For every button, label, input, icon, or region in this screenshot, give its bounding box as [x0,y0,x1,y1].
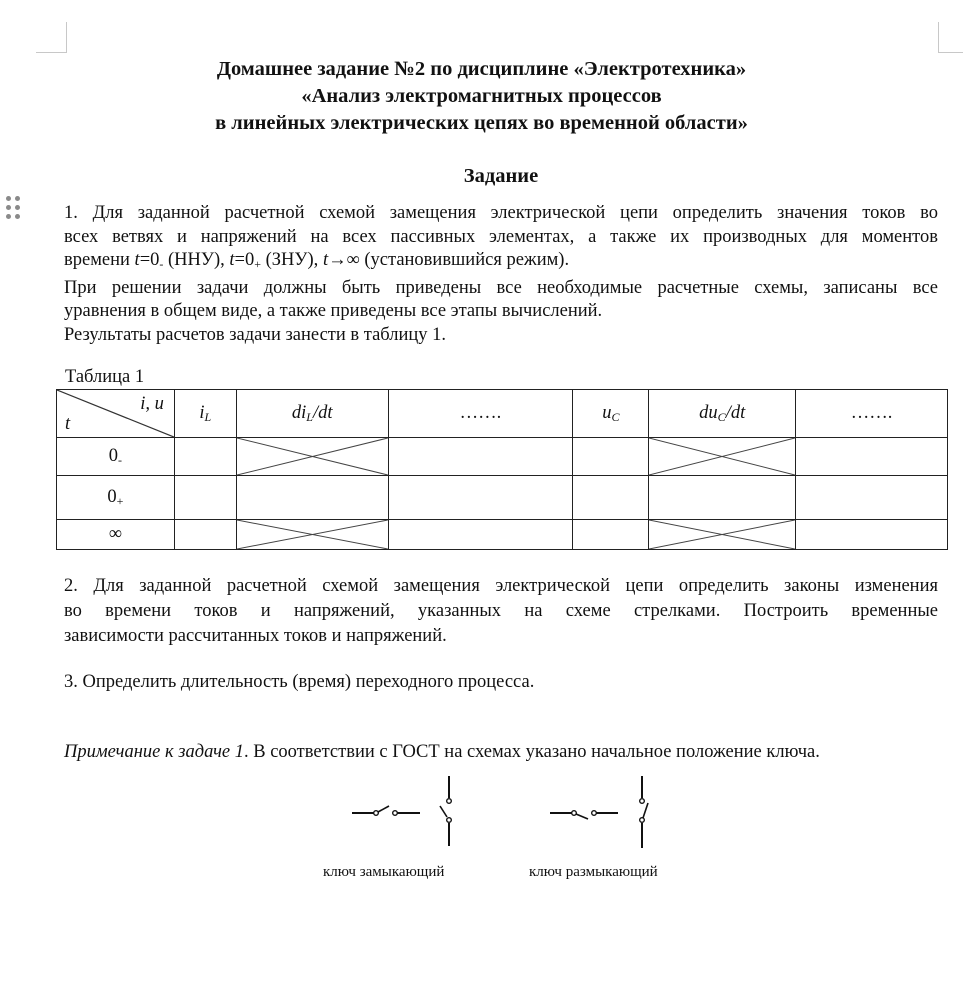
table-cell[interactable] [796,476,948,520]
table-row [57,438,948,476]
header-main: du [699,402,718,423]
note-label: Примечание к задаче 1 [64,742,244,762]
subscript-minus: - [159,257,164,271]
page-margin-corner-top-right [938,22,963,53]
row-label-sub: + [116,493,124,508]
text-fragment: (ННУ), [163,250,230,270]
table-cell[interactable] [174,438,236,476]
drag-handle-icon[interactable] [6,196,22,224]
task-1-paragraph [64,202,938,347]
crossed-cell [649,438,796,476]
crossed-cell [649,520,796,550]
header-sub: C [611,409,620,424]
cross-mark [237,520,388,549]
time-variable: t [322,250,329,270]
task-2-line-3: зависимости рассчитанных токов и напряжений. [64,626,447,646]
title-line-1: Домашнее задание №2 по дисциплине «Электротехника» [216,58,747,80]
table-row [57,476,948,520]
table-cell[interactable] [388,520,573,550]
header-sub: L [306,409,313,424]
table-cell[interactable] [236,476,388,520]
header-uC [573,390,649,438]
task-2-line-2: во времени токов и напряжений, указанных на схеме стрелками. Построить временные [64,601,938,621]
opening-switch-label: ключ размыкающий [529,864,658,880]
task-1-line-6: Результаты расчетов задачи занести в таблицу 1. [64,324,447,345]
table-cell[interactable] [796,438,948,476]
table-cell[interactable] [649,476,796,520]
table-header-row [57,390,948,438]
subscript-plus: + [254,257,261,271]
header-ellipsis-1: ……. [388,390,573,438]
table-cell[interactable] [573,520,649,550]
cross-mark [649,520,795,549]
task-2-line-1: 2. Для заданной расчетной схемой замещения электрической цепи определить законы изменения [64,576,938,596]
table-cell[interactable] [573,438,649,476]
corner-label-iu: i, u [140,394,164,414]
task-3-line: 3. Определить длительность (время) переходного процесса. [64,672,535,692]
table-row [57,520,948,550]
table-cell[interactable] [573,476,649,520]
time-variable: t [229,250,235,270]
header-iL [174,390,236,438]
row-label: 0 [108,445,119,466]
cross-mark [237,438,388,475]
header-sub: L [204,409,212,424]
crossed-cell [236,520,388,550]
cross-mark [649,438,795,475]
row-label: 0 [107,486,117,507]
task-3-paragraph [64,671,938,695]
row-label-infinity: ∞ [57,520,175,550]
title-line-3: в линейных электрических цепях во временной области» [215,112,748,134]
header-ellipsis-2: ……. [796,390,948,438]
row-label-sub: - [118,452,123,467]
task-2-paragraph [64,574,938,649]
text-fragment: =0 [139,250,160,270]
closing-switch-icon [350,776,470,852]
page-margin-corner-top-left [36,22,67,53]
row-label-0-plus [57,476,175,520]
note-text: . В соответствии с ГОСТ на схемах указано начальное положение ключа. [244,742,820,762]
results-table [56,389,948,550]
header-tail: /dt [725,402,746,423]
header-duC-dt [649,390,796,438]
table-cell[interactable] [388,476,573,520]
opening-switch-icon [548,776,668,852]
crossed-cell [236,438,388,476]
table-caption: Таблица 1 [65,367,145,387]
task-1-line-3 [64,249,938,277]
table-cell[interactable] [388,438,573,476]
header-sub: C [717,409,726,424]
text-fragment: →∞ (установившийся режим). [328,250,570,270]
task-1-line-4: При решении задачи должны быть приведены все необходимые расчетные схемы, записаны все [64,277,938,298]
task-1-line-2: всех ветвях и напряжений на всех пассивных элементах, а также их производных для моментов [64,226,938,247]
header-main: di [291,402,307,423]
corner-header-cell [57,390,175,438]
time-variable: t [134,250,140,270]
text-fragment: времени [64,250,135,270]
corner-label-t: t [65,414,71,434]
header-main: i [199,402,205,423]
table-cell[interactable] [174,520,236,550]
task-1-line-5: уравнения в общем виде, а также приведены все этапы вычислений. [64,301,603,321]
header-main: u [602,402,612,423]
note-paragraph [64,742,820,763]
document-title [0,56,963,137]
text-fragment: =0 [234,250,255,270]
table-cell[interactable] [796,520,948,550]
text-fragment: (ЗНУ), [261,250,323,270]
task-1-line-1: 1. Для заданной расчетной схемой замещения электрической цепи определить значения токов во [64,203,938,223]
title-line-2: «Анализ электромагнитных процессов [301,85,662,107]
header-tail: /dt [312,402,333,423]
table-cell[interactable] [174,476,236,520]
row-label-0-minus [57,438,175,476]
header-diL-dt [236,390,388,438]
task-heading: Задание [463,165,539,187]
closing-switch-label: ключ замыкающий [323,864,445,880]
